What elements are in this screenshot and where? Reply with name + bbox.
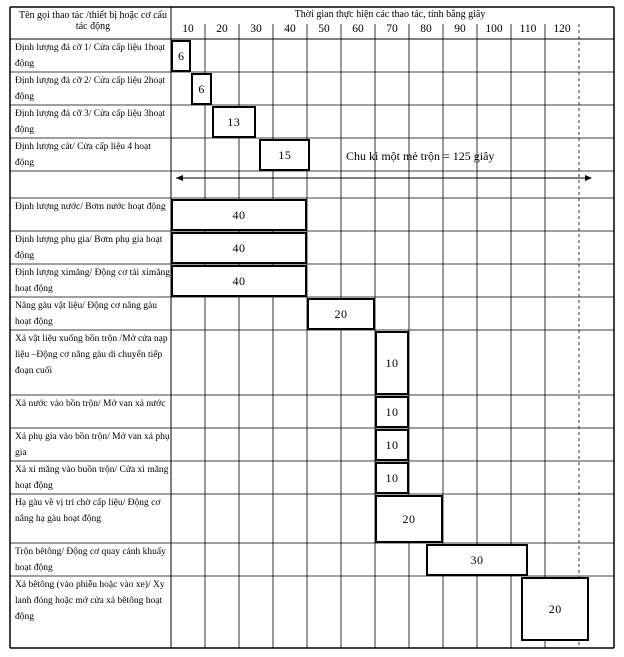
- task-label: Định lượng cát/ Cửa cấp liệu 4 hoạt động: [15, 142, 151, 168]
- tick-label-120: 120: [553, 23, 571, 35]
- tick-label-90: 90: [454, 23, 466, 35]
- cycle-label: Chu kì một mẻ trộn = 125 giây: [346, 149, 495, 163]
- task-label: Xả xi măng vào buồn trộn/ Cửa xi măng hoạt động: [15, 465, 169, 491]
- tick-label-10: 10: [182, 23, 194, 35]
- task-label: [15, 172, 171, 197]
- tick-label-50: 50: [318, 23, 330, 35]
- task-bar: 15: [259, 139, 310, 171]
- task-column-header: Tên gọi thao tác /thiết bị hoặc cơ cấu tác động: [18, 10, 167, 32]
- task-bar: 40: [171, 199, 307, 231]
- time-column-header: Thời gian thực hiện các thao tác, tính bằng giây: [294, 9, 486, 20]
- task-label: Xả phụ gia vào bồn trộn/ Mở van xả phụ gia: [15, 432, 170, 458]
- tick-label-20: 20: [216, 23, 228, 35]
- task-bar: 40: [171, 265, 307, 297]
- task-bar: 30: [426, 544, 528, 576]
- task-label: Định lượng ximăng/ Động cơ tải ximăng hoạt động: [15, 268, 171, 294]
- tick-label-30: 30: [250, 23, 262, 35]
- task-bar: 20: [375, 495, 443, 543]
- task-bar: 10: [375, 396, 409, 428]
- task-bar: 10: [375, 331, 409, 395]
- task-label: Xả bêtông (vào phiễu hoặc vào xe)/ Xy lanh đóng hoặc mở cửa xả bêtông hoạt động: [15, 580, 165, 622]
- task-label: Định lượng đá cỡ 2/ Cửa cấp liệu 2hoạt động: [15, 76, 166, 102]
- task-bar: 10: [375, 429, 409, 461]
- task-label: Hạ gàu về vị trí chờ cấp liệu/ Động cơ nâng hạ gàu hoạt động: [15, 498, 161, 524]
- task-bar: 10: [375, 462, 409, 494]
- task-bar: 6: [191, 73, 211, 105]
- task-label: Định lượng đá cỡ 3/ Cửa cấp liệu 3hoạt động: [15, 109, 166, 135]
- task-bar: 6: [171, 40, 191, 72]
- task-bar: 13: [212, 106, 256, 138]
- tick-label-60: 60: [352, 23, 364, 35]
- tick-label-110: 110: [519, 23, 537, 35]
- task-label: Định lượng đá cỡ 1/ Cửa cấp liệu 1hoạt động: [15, 43, 166, 69]
- task-label: Xả vật liệu xuống bồn trộn /Mở cửa nạp liệu –Động cơ nâng gàu di chuyển tiếp đoạn cuối: [15, 334, 168, 376]
- task-bar: 40: [171, 232, 307, 264]
- cycle-arrow-left-head: [176, 175, 183, 181]
- tick-label-70: 70: [386, 23, 398, 35]
- tick-label-40: 40: [284, 23, 296, 35]
- task-label: Nâng gàu vật liệu/ Động cơ nâng gàu hoạt động: [15, 301, 157, 327]
- tick-label-100: 100: [485, 23, 503, 35]
- task-bar: 20: [521, 577, 589, 641]
- task-bar: 20: [307, 298, 375, 330]
- cycle-arrow-right-head: [585, 175, 592, 181]
- task-label: Xả nước vào bồn trộn/ Mở van xả nước: [15, 399, 166, 409]
- task-label: Định lượng phụ gia/ Bơm phụ gia hoạt động: [15, 235, 163, 261]
- tick-label-80: 80: [420, 23, 432, 35]
- task-label: Trộn bêtông/ Động cơ quay cánh khuấy hoạt động: [15, 547, 166, 573]
- task-label: Định lượng nước/ Bơm nước hoạt động: [15, 202, 166, 212]
